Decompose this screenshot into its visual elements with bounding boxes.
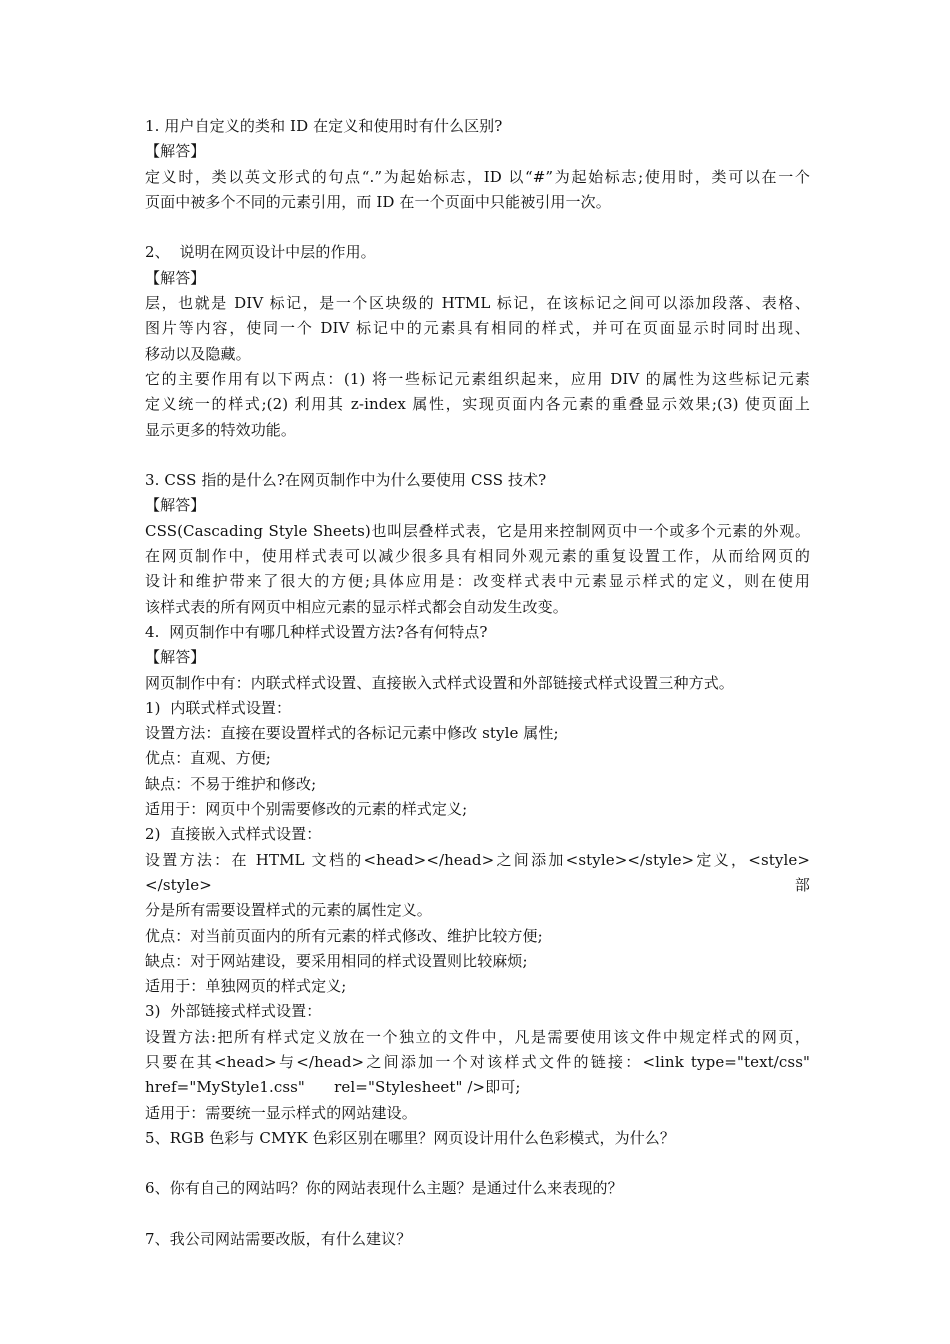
- method-2-advantage: 优点：对当前页面内的所有元素的样式修改、维护比较方便;: [145, 926, 543, 945]
- question-5-title: 5、RGB 色彩与 CMYK 色彩区别在哪里？网页设计用什么色彩模式，为什么？: [145, 1128, 675, 1147]
- answer-label-1: 【解答】: [145, 142, 206, 161]
- method-1-advantage: 优点：直观、方便;: [145, 749, 271, 768]
- method-1-title: 1) 内联式样式设置：: [145, 698, 292, 717]
- method-3-setting-line-1: 设置方法:把所有样式定义放在一个独立的文件中，凡是需要使用该文件中规定样式的网页，: [145, 1027, 810, 1046]
- method-2-applicable: 适用于：单独网页的样式定义;: [145, 977, 347, 996]
- method-3-setting-line-3: href="MyStyle1.css" rel="Stylesheet" />即可;: [145, 1078, 521, 1097]
- method-3-applicable: 适用于：需要统一显示样式的网站建设。: [145, 1103, 417, 1122]
- question-1-title: 1. 用户自定义的类和 ID 在定义和使用时有什么区别?: [145, 117, 503, 135]
- answer-3-line-3: 设计和维护带来了很大的方便;具体应用是：改变样式表中元素显示样式的定义，则在使用: [145, 572, 810, 591]
- answer-label-3: 【解答】: [145, 496, 206, 515]
- answer-2-line-5: 定义统一的样式;(2) 利用其 z-index 属性，实现页面内各元素的重叠显示效果;(3) 使页面上: [145, 395, 810, 414]
- question-2-title: 2、 说明在网页设计中层的作用。: [145, 243, 376, 262]
- question-6-title: 6、你有自己的网站吗？你的网站表现什么主题？是通过什么来表现的？: [145, 1179, 623, 1198]
- answer-1-line-2: 页面中被多个不同的元素引用，而 ID 在一个页面中只能被引用一次。: [145, 192, 611, 211]
- answer-2-line-4: 它的主要作用有以下两点：(1) 将一些标记元素组织起来，应用 DIV 的属性为这些标记元素: [145, 369, 810, 388]
- document-content: [145, 114, 810, 1252]
- answer-2-line-3: 移动以及隐藏。: [145, 344, 251, 363]
- method-2-setting-line-2: 分是所有需要设置样式的元素的属性定义。: [145, 901, 432, 920]
- method-1-setting: 设置方法：直接在要设置样式的各标记元素中修改 style 属性;: [145, 724, 559, 743]
- paragraph-spacer: [145, 443, 810, 468]
- method-1-applicable: 适用于：网页中个别需要修改的元素的样式定义;: [145, 800, 468, 819]
- answer-2-line-2: 图片等内容，使同一个 DIV 标记中的元素具有相同的样式，并可在页面显示时同时出现、: [145, 319, 810, 338]
- answer-3-line-2: 在网页制作中，使用样式表可以减少很多具有相同外观元素的重复设置工作，从而给网页的: [145, 547, 810, 566]
- method-2-setting-line-1: 设置方法：在 HTML 文档的<head></head>之间添加<style></style>定义，<style></style> 部: [145, 850, 810, 894]
- question-3-title: 3. CSS 指的是什么?在网页制作中为什么要使用 CSS 技术?: [145, 471, 547, 490]
- question-4-title: 4. 网页制作中有哪几种样式设置方法?各有何特点?: [145, 622, 488, 641]
- answer-2-line-1: 层，也就是 DIV 标记，是一个区块级的 HTML 标记，在该标记之间可以添加段落、表格、: [145, 294, 810, 313]
- answer-1-line-1: 定义时，类以英文形式的句点“.”为起始标志，ID 以“#”为起始标志;使用时，类可以在一个: [145, 167, 810, 186]
- answer-label-2: 【解答】: [145, 268, 206, 287]
- method-2-disadvantage: 缺点：对于网站建设，要采用相同的样式设置则比较麻烦;: [145, 951, 528, 970]
- paragraph-spacer: [145, 1151, 810, 1176]
- answer-3-line-4: 该样式表的所有网页中相应元素的显示样式都会自动发生改变。: [145, 597, 568, 616]
- answer-label-4: 【解答】: [145, 648, 206, 667]
- answer-3-line-1: CSS(Cascading Style Sheets)也叫层叠样式表，它是用来控制网页中一个或多个元素的外观。: [145, 521, 810, 540]
- method-3-title: 3) 外部链接式样式设置：: [145, 1002, 322, 1021]
- method-1-disadvantage: 缺点：不易于维护和修改;: [145, 774, 317, 793]
- question-7-title: 7、我公司网站需要改版，有什么建议？: [145, 1230, 412, 1249]
- answer-4-intro: 网页制作中有：内联式样式设置、直接嵌入式样式设置和外部链接式样式设置三种方式。: [145, 673, 734, 692]
- method-2-title: 2) 直接嵌入式样式设置：: [145, 825, 322, 844]
- paragraph-spacer: [145, 1202, 810, 1227]
- paragraph-spacer: [145, 215, 810, 240]
- method-3-setting-line-2: 只要在其<head>与</head>之间添加一个对该样式文件的链接：<link type="text/css": [145, 1052, 810, 1071]
- answer-2-line-6: 显示更多的特效功能。: [145, 420, 297, 439]
